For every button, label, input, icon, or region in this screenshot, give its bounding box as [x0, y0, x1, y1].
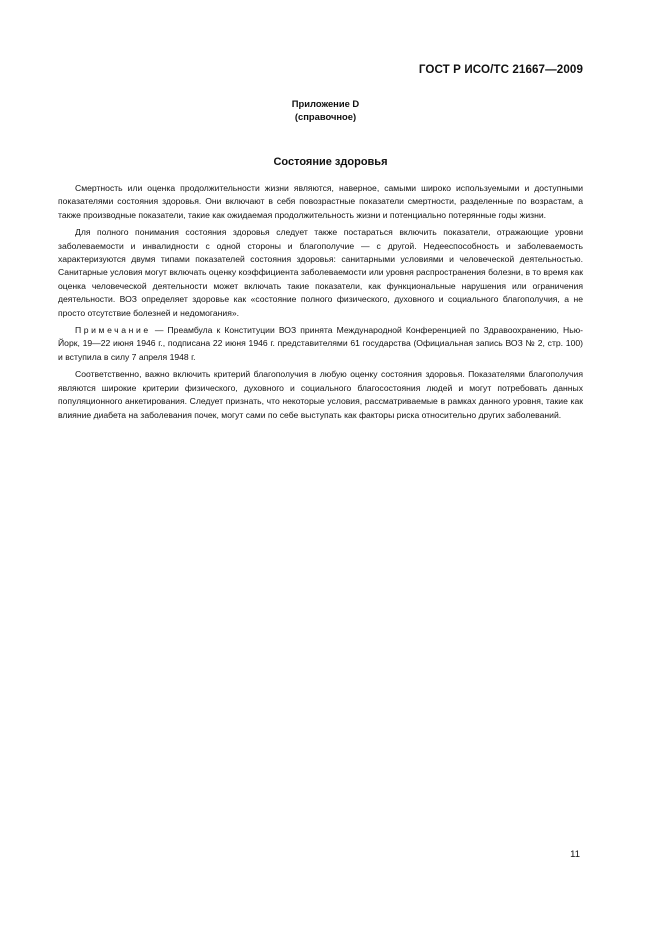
annex-label: Приложение D — [291, 98, 360, 109]
annex-type: (справочное) — [294, 111, 357, 122]
paragraph: Для полного понимания состояния здоровья следует также постараться включить показатели, отражающие уровни заболеваемости и инвалидности с одной стороны и благополучие — с другой. Недееспособность и заболеваемость характеризуются двумя типами показателей состояния здоровья: санитарными условиями и человеческой деятельностью. Санитарные условия могут включать оценку коэффициента заболеваемости или уровня распространения болезни, в то время как оценка человеческой деятельности может включать такие показатели, как функциональные нарушения или ограничения деятельности. ВОЗ определяет здоровье как «состояние полного физического, духовного и социального благополучия, а не просто отсутствие болезней и недомогания». — [58, 227, 583, 318]
note — [58, 324, 583, 364]
section-title: Состояние здоровья — [273, 156, 388, 168]
note-label: Примечание — [75, 325, 151, 336]
body-text — [58, 182, 583, 426]
page-number: 11 — [570, 849, 580, 860]
standard-number: ГОСТ Р ИСО/ТС 21667—2009 — [418, 63, 583, 76]
paragraph: Соответственно, важно включить критерий благополучия в любую оценку состояния здоровья. Показателями благополучия являются широкие критерии физического, духовного и социального благосостояния людей и могут потребовать данных популяционного анкетирования. Следует признать, что некоторые условия, рассматриваемые в рамках данного уровня, такие как влияние диабета на заболевания почек, могут сами по себе выступать как факторы риска относительно других заболеваний. — [58, 369, 583, 420]
annex-heading — [0, 97, 661, 123]
paragraph: Смертность или оценка продолжительности жизни являются, наверное, самыми широко используемыми и доступными показателями состояния здоровья. Они включают в себя повозрастные показатели смертности, разделенные по возрастам, а также производные показатели, такие как ожидаемая продолжительность жизни и потенциально потерянные годы жизни. — [58, 183, 583, 220]
note-text: — Преамбула к Конституции ВОЗ принята Международной Конференцией по Здравоохранению, Нью-Йорк, 19—22 июня 1946 г., подписана 22 июня 1946 г. представителями 61 государства (Официальная запись ВОЗ № 2, стр. 100) и вступила в силу 7 апреля 1948 г. — [58, 325, 583, 362]
